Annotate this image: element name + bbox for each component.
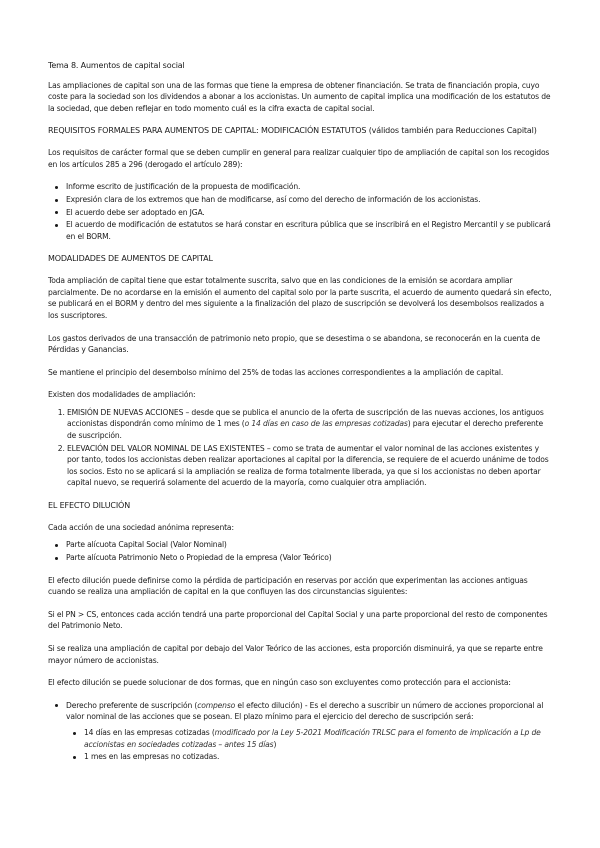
modalidades-paragraph-4: Existen dos modalidades de ampliación: <box>48 390 196 400</box>
text-run: el efecto dilución) - Es el derecho a suscribir un número de acciones proporcional al valor nominal de las acciones que se posean. El plazo mínimo para el ejercicio del derecho de suscripción será: <box>66 700 544 722</box>
italic-note: compenso <box>197 700 236 710</box>
list-item-elevacion: 2. ELEVACIÓN DEL VALOR NOMINAL DE LAS EXISTENTES – como se trata de aumentar el valor nominal de las acciones existentes y por tanto, todos los accionistas deben realizar aportaciones al capital por la diferencia, se requiere de el acuerdo unánime de todos los socios. Esto no se aplicará si la ampliación se realiza de forma totalmente liberada, ya que si los accionistas no deben aportar capital nuevo, se requerirá solamente del acuerdo de la mayoría, como cualquier otra ampliación. <box>67 443 552 489</box>
list-item: El acuerdo debe ser adoptado en JGA. <box>66 207 552 219</box>
section-heading-modalidades: MODALIDADES DE AUMENTOS DE CAPITAL <box>48 254 213 264</box>
list-item: Expresión clara de los extremos que han de modificarse, así como del derecho de información de los accionistas. <box>66 194 552 206</box>
modalidades-paragraph-1: Toda ampliación de capital tiene que estar totalmente suscrita, salvo que en las condiciones de la emisión se acordara ampliar parcialmente. De no acordarse en la emisión el aumento del capital solo por la parte suscrita, el acuerdo de aumento quedará sin efecto, se publicará en el BORM y dentro del mes siguiente a la finalización del plazo de suscripción se devolverá los desembolsos realizados a los suscriptores. <box>48 276 552 320</box>
dilucion-paragraph-3: Si el PN > CS, entonces cada acción tendrá una parte proporcional del Capital Social y una parte proporcional del resto de componentes del Patrimonio Neto. <box>48 609 548 631</box>
list-item: Informe escrito de justificación de la propuesta de modificación. <box>66 181 552 193</box>
dilucion-paragraph-1: Cada acción de una sociedad anónima representa: <box>48 522 234 532</box>
plazo-list <box>66 727 552 763</box>
solucion-list <box>48 700 552 763</box>
dilucion-paragraph-2: El efecto dilución puede definirse como la pérdida de participación en reservas por acción que experimentan las acciones antiguas cuando se realiza una ampliación de capital en la que confluyen las dos circunstancias siguientes: <box>48 575 528 597</box>
list-item-derecho-preferente <box>66 700 552 763</box>
dilucion-list <box>48 539 552 563</box>
intro-paragraph: Las ampliaciones de capital son una de las formas que tiene la empresa de obtener financiación. Se trata de financiación propia, cuyo coste para la sociedad son los dividendos a abonar a los accionistas. Un aumento de capital implica una modificación de los estatutos de la sociedad, que deben reflejar en todo momento cuál es la cifra exacta de capital social. <box>48 80 551 113</box>
list-item: Parte alícuota Patrimonio Neto o Propiedad de la empresa (Valor Teórico) <box>66 552 552 564</box>
list-item: 1 mes en las empresas no cotizadas. <box>84 751 552 763</box>
list-item <box>84 727 552 750</box>
italic-note: o 14 días en caso de las empresas cotizadas <box>244 419 408 429</box>
requisitos-list <box>48 181 552 242</box>
list-item-emision <box>67 407 552 442</box>
text-run: 14 días en las empresas cotizadas ( <box>84 727 215 737</box>
requisitos-intro: Los requisitos de carácter formal que se deben cumplir en general para realizar cualquier tipo de ampliación de capital son los recogidos en los artículos 285 a 296 (derogado el artículo 289): <box>48 148 550 169</box>
section-heading-requisitos: REQUISITOS FORMALES PARA AUMENTOS DE CAPITAL: MODIFICACIÓN ESTATUTOS (válidos también para Reducciones Capital) <box>48 126 537 136</box>
text-run: EMISIÓN DE NUEVAS ACCIONES – desde que se publica el anuncio de la oferta de suscripción de las nuevas acciones, los antiguos accionistas dispondrán como mínimo de 1 mes ( <box>67 407 544 429</box>
modalidades-paragraph-2: Los gastos derivados de una transacción de patrimonio neto propio, que se desestima o se abandona, se reconocerán en la cuenta de Pérdidas y Ganancias. <box>48 333 541 355</box>
text-run: ) <box>273 739 277 749</box>
list-item: El acuerdo de modificación de estatutos se hará constar en escritura pública que se inscribirá en el Registro Mercantil y se publicará en el BORM. <box>66 220 551 241</box>
modalidades-list <box>48 407 552 489</box>
modalidades-paragraph-3: Se mantiene el principio del desembolso mínimo del 25% de todas las acciones correspondientes a la ampliación de capital. <box>48 367 504 377</box>
list-item: Parte alícuota Capital Social (Valor Nominal) <box>66 539 552 551</box>
dilucion-paragraph-5: El efecto dilución se puede solucionar de dos formas, que en ningún caso son excluyentes como protección para el accionista: <box>48 678 511 688</box>
page-title: Tema 8. Aumentos de capital social <box>48 61 185 70</box>
text-run: ) para ejecutar el derecho preferente de suscripción. <box>67 419 544 441</box>
section-heading-dilucion: EL EFECTO DILUCIÓN <box>48 501 131 511</box>
dilucion-paragraph-4: Si se realiza una ampliación de capital por debajo del Valor Teórico de las acciones, esta proporción disminuirá, ya que se reparte entre mayor número de accionistas. <box>48 643 543 665</box>
text-run: Derecho preferente de suscripción ( <box>66 700 198 710</box>
italic-note: modificado por la Ley 5-2021 Modificación TRLSC para el fomento de implicación a Lp de accionistas en sociedades cotizadas – antes 15 días <box>84 727 541 749</box>
